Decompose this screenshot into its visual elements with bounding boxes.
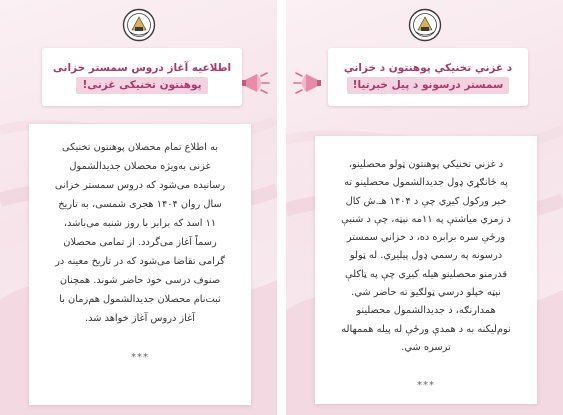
post-panel-left — [0, 0, 277, 415]
megaphone-icon — [239, 66, 273, 100]
announcement-card — [29, 124, 251, 405]
announcement-line: درسونه په رسمي ډول پيليږي. له ټولو — [349, 250, 503, 262]
post-title-banner — [42, 48, 242, 106]
announcement-line: د غزني تخنيکي پوهنتون ټولو محصلينو، — [348, 159, 504, 170]
announcement-line: قدرمنو محصلينو هيله کيږي چې په ټاکلې — [344, 268, 508, 280]
post-title-line-2: پوهنتون تخنیکی غزنی! — [76, 77, 207, 94]
announcement-line: خبر ورکول کيږي چې د ۱۴۰۴ هـ.ش کال — [345, 195, 507, 207]
announcement-line: نېټه خپلو درسي ټولګيو ته حاضر شي. — [351, 287, 501, 299]
post-title-line-1: اطلاعیه آغاز دروس سمستر خزانی — [52, 62, 232, 74]
announcement-text — [315, 136, 537, 396]
announcement-line: به اطلاع تمام محصلان پوهنتون تخنیکی — [62, 142, 218, 153]
announcement-line: رسماً آغاز می‌گردد. از تمامی محصلان — [63, 237, 217, 248]
announcement-line: په ځانګړي ډول جديدالشمول محصلينو ته — [344, 177, 508, 189]
megaphone-icon — [290, 66, 324, 100]
university-emblem-icon — [122, 8, 156, 42]
announcement-line: رسانیده می‌شود که دروس سمستر خزانی — [54, 180, 226, 191]
announcement-line: آغاز دروس آغاز خواهد شد. — [85, 313, 195, 324]
announcement-line: نوم‌ليکنه به د همدې ورځې له پيله هممهاله — [341, 323, 511, 335]
announcement-line: ترسره شي. — [401, 341, 451, 353]
announcement-card — [315, 136, 537, 404]
announcement-line: صنوف درسی خود حاضر شوند. همچنان — [59, 275, 221, 286]
announcement-line: سال روان ۱۴۰۴ هجری شمسی، به تاریخ — [58, 199, 222, 210]
announcement-line: ثبت‌نام محصلان جدیدالشمول هم‌زمان با — [59, 294, 221, 305]
post-title-line-2: سمستر درسونو د پیل خبرتیا! — [347, 77, 510, 94]
post-panel-right — [286, 0, 563, 415]
footer-stars: *** — [417, 380, 435, 392]
announcement-line: ورځې سره برابره ده، د خزاني سمستر — [346, 232, 506, 244]
footer-stars: *** — [131, 352, 149, 363]
university-emblem-icon — [408, 8, 442, 42]
announcement-line: د زمري مياشتې په ۱۱مه نېټه، چې د شنبې — [341, 213, 511, 225]
announcement-line: گرامی تقاضا می‌شود که در تاریخ معینه در — [55, 256, 225, 267]
announcement-line: غزنی به‌ویژه محصلان جدیدالشمول — [69, 161, 211, 172]
post-title-banner — [328, 48, 528, 106]
announcement-line: ۱۱ اسد که برابر با روز شنبه می‌باشد، — [63, 218, 217, 229]
post-title-line-1: د غزني تخنيکي پوهنتون د خزاني — [343, 62, 513, 74]
announcement-line: همدارنګه، د جديدالشمول محصلينو — [356, 305, 496, 317]
announcement-text — [29, 124, 251, 367]
